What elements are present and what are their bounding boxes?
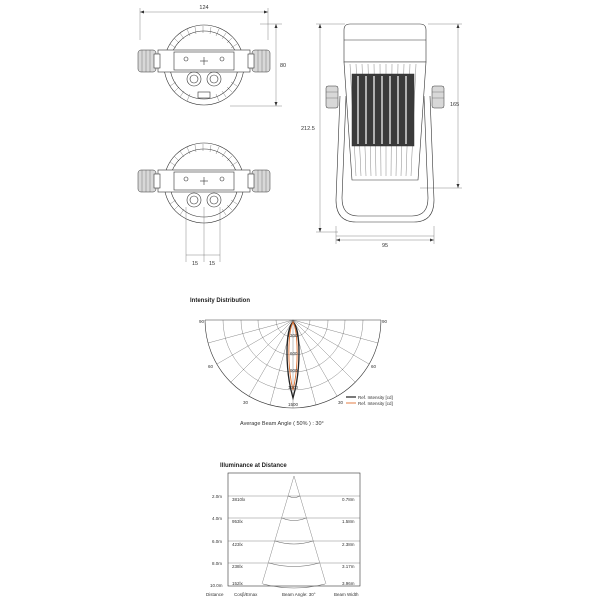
beam-angle-text: Average Beam Angle ( 50% ) : 30° xyxy=(240,421,324,427)
lux-1: 3810lx xyxy=(232,497,246,502)
illuminance-title: Illuminance at Distance xyxy=(220,463,287,469)
footer-cd: Cosβ/Emax xyxy=(234,592,258,597)
footer-beam: Beam Angle: 30° xyxy=(282,592,316,597)
width-3: 2.38m xyxy=(342,542,355,547)
illuminance-chart xyxy=(206,463,360,597)
lux-4: 238lx xyxy=(232,564,243,569)
footer-distance: Distance xyxy=(206,592,224,597)
angle-30-right: 30 xyxy=(338,400,344,405)
lux-2: 953lx xyxy=(232,519,243,524)
distance-4: 8.0m xyxy=(212,561,223,566)
dim-top-height: 80 xyxy=(280,63,287,69)
width-1: 0.78m xyxy=(342,497,355,502)
ring-label-1500: 1500 xyxy=(288,402,299,407)
ring-label-1200: 1200 xyxy=(288,385,299,390)
dim-top-width: 124 xyxy=(199,5,209,11)
dim-side-inner: 165 xyxy=(450,102,460,108)
angle-30-left: 30 xyxy=(243,400,249,405)
dim-side-width: 95 xyxy=(381,243,389,249)
width-2: 1.58m xyxy=(342,519,355,524)
width-5: 3.96m xyxy=(342,581,355,586)
front-view-bottom xyxy=(138,143,270,267)
dim-side-total: 212.5 xyxy=(301,126,315,132)
ring-label-600: 600 xyxy=(290,351,298,356)
legend-label-2: Ref. Intensity [cd] xyxy=(358,401,393,406)
angle-60-right: 60 xyxy=(371,364,377,369)
distance-5: 10.0m xyxy=(210,583,223,588)
lux-5: 152lx xyxy=(232,581,243,586)
dim-bottom-right: 15 xyxy=(208,261,216,267)
legend-label-1: Ref. Intensity [cd] xyxy=(358,395,393,400)
angle-90-left: 90 xyxy=(199,319,205,324)
front-view-top xyxy=(138,5,286,106)
intensity-title: Intensity Distribution xyxy=(190,298,250,304)
angle-60-left: 60 xyxy=(208,364,214,369)
footer-width: Beam Width xyxy=(334,592,359,597)
distance-2: 4.0m xyxy=(212,516,223,521)
intensity-distribution xyxy=(190,298,393,427)
ring-label-900: 900 xyxy=(290,368,298,373)
ring-label-300: 300 xyxy=(290,333,298,338)
side-view xyxy=(301,24,462,249)
dim-bottom-left: 15 xyxy=(191,261,199,267)
distance-3: 6.0m xyxy=(212,539,223,544)
width-4: 3.17m xyxy=(342,564,355,569)
lux-3: 423lx xyxy=(232,542,243,547)
angle-90-right: 90 xyxy=(382,319,388,324)
distance-1: 2.0m xyxy=(212,494,223,499)
